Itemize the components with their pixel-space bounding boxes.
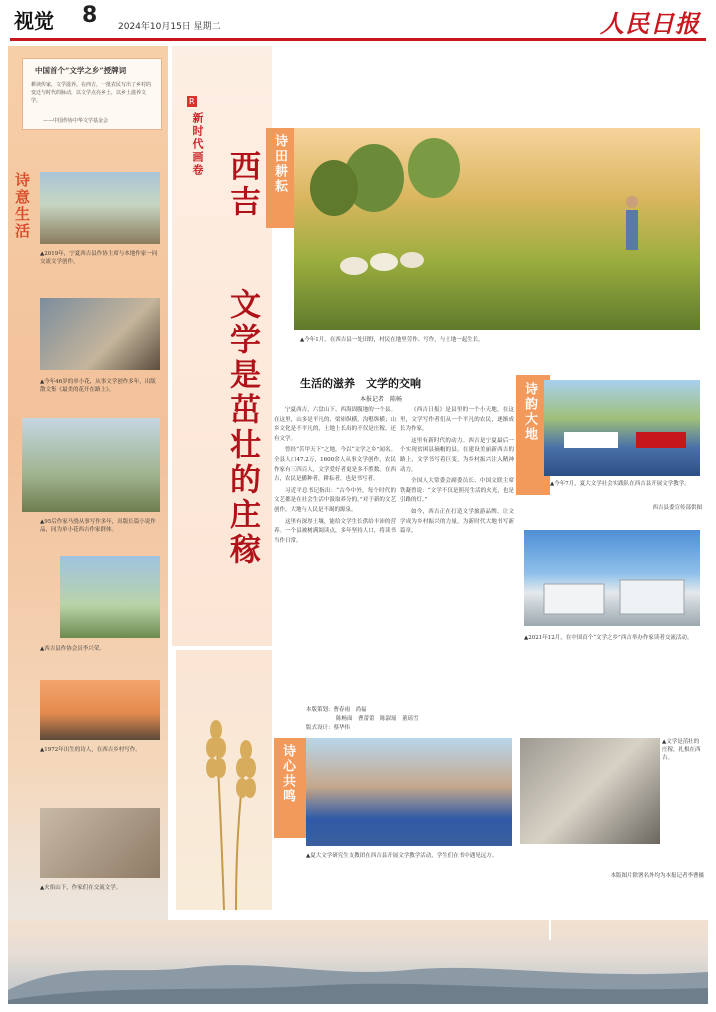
para-3: 习近平总书记指出：“古今中外，每个时代的文艺都是在社会生活中汲取养分的。”对于新的文艺创作，大地与人民是不竭的源泉。: [274, 487, 396, 513]
caption-5: ▲1972年出生的诗人，在西吉乡村写作。: [40, 747, 141, 753]
caption-7: ▲今年7月，夏大文学社会实践队在西吉县开展文学教学。: [550, 481, 690, 487]
main-photo-fields: [294, 128, 700, 330]
page-number: 8: [82, 3, 98, 28]
bottom-landscape: [8, 920, 708, 1004]
credits-editors: 陈畅面 曹蕾蕾 陈淑瑶 董瑶雪: [336, 716, 419, 722]
article-byline: 本报记者 陈畅: [360, 396, 403, 403]
para-4: 这里有深厚土壤，能给文学生长供给丰沛的营养。一个县被树满阅读点，多年坚持人口，将读书当作日常。: [274, 518, 396, 544]
photo-group-students: [306, 738, 512, 846]
photo-wheelchair-writer: [22, 418, 160, 512]
quote-box: [22, 58, 162, 130]
issue-date: 2024年10月15日 星期二: [118, 22, 221, 32]
main-photo-caption: ▲今年1月，在西吉县一处田野，村民在地里劳作、写作，与土地一起生长。: [300, 337, 484, 343]
photo-readers-reading: [520, 738, 660, 844]
footer-credit: 本版图片除署名外均为本报记者李曹摄: [610, 873, 704, 879]
para-6: 这里有新时代的动力。西吉是宁夏最后一个实现贫困县摘帽的县，在建设美丽新西吉的路上，文学书写着巨变，为乡村振兴注入精神动力。: [400, 437, 514, 473]
label-poetic-land: 诗韵大地: [522, 382, 537, 442]
caption-9: ▲夏大文学研究生支教团在西吉县开展文学教学活动，学生们在书中遇见远方。: [306, 853, 498, 859]
masthead-rule: [10, 38, 706, 41]
photo-woman-writing: [40, 298, 160, 370]
photo-farmer-field: [60, 556, 160, 638]
quote-signature: ——中国作协中华文学基金会: [43, 118, 109, 124]
photo-writer-at-desk: [40, 172, 160, 244]
caption-3: ▲95后作家马骁从事写作多年，出版长篇小说作品，同为单小花西吉作家群体。: [40, 519, 156, 533]
quote-title: 中国首个“文学之乡”授牌词: [35, 66, 127, 75]
newspaper-logo: 人民日报: [600, 9, 700, 38]
caption-10: ▲文学是茁壮的庄稼，扎根在西吉。: [662, 739, 701, 761]
photo-sunset-field: [40, 680, 160, 740]
quote-text: 耕读传家，文学滋养。在西吉，一批农民写出了乡村的变迁与时代的脉动，以文学点亮乡土，以乡土滋养文学。: [31, 82, 152, 104]
credits-planning: 本版策划：曹春雨 尚福: [306, 707, 367, 713]
caption-1: ▲2019年，宁夏西吉县作协主席与本地作家一同交流文学创作。: [40, 251, 158, 265]
para-7: 全国人大常委会副委员长、中国文联主席铁凝曾说：“文学不仅是照亮生活的火光，也是引路的灯。”: [400, 478, 514, 504]
column-tag-name: 新时代画卷: [191, 112, 204, 177]
photo-credit: 西吉县委宣传部供图: [652, 505, 702, 511]
photo-modern-building: [524, 530, 700, 626]
label-poetic-life: 诗意生活: [13, 172, 31, 240]
credits: [306, 706, 506, 733]
article-title: 生活的滋养 文学的交响: [300, 377, 421, 390]
masthead: [0, 0, 716, 40]
caption-8: ▲2021年12月，在中国首个“文学之乡”西吉举办作家读者交流活动。: [524, 635, 693, 641]
article-column-1: [274, 406, 396, 706]
column-tag-r: R: [189, 97, 195, 106]
photo-man-in-cap: [40, 808, 160, 878]
para-1: 宁夏西吉，六盘山下、西海固腹地的一个县。在这里，山多是平凡的、梁峁纵横，沟壑纵横；山乡文化是不平凡的，土地上长出的不仅是庄稼，还有文学。: [274, 407, 396, 442]
caption-6: ▲火焰山下，作家们在交流文学。: [40, 885, 122, 891]
para-5: 《西吉日报》是县里的一个小天地，在这里，文学写作者们从一个平凡的农民，逐渐成长为作家。: [400, 407, 514, 433]
photo-students-banner: [544, 380, 700, 476]
caption-2: ▲今年46岁的单小花，从事文学创作多年，出版散文集《最美的花开在路上》。: [40, 379, 156, 393]
article-column-2: [400, 406, 514, 706]
credits-design: 版式设计：蔡华伟: [306, 725, 351, 731]
para-8: 如今，西吉正在打造文学旅游品牌，让文学成为乡村振兴的力量，为新时代大地书写新篇章。: [400, 508, 514, 535]
headline-line1: 西吉: [224, 150, 260, 220]
section-name: 视觉: [14, 9, 54, 33]
headline-line2: 文学是茁壮的庄稼: [224, 288, 260, 568]
wheat-panel: [176, 650, 272, 910]
label-poetic-heart: 诗心共鸣: [280, 744, 295, 804]
label-poetic-fields: 诗田耕耘: [272, 134, 287, 194]
caption-4: ▲西吉县作协会员李兴荣。: [40, 646, 105, 652]
para-2: 曾经“苦甲天下”之地，今以“文学之乡”闻名。全县人口47.2万，1600余人从事文学创作，农民作家有三四百人，文学爱好者更是多不胜数。在西吉，农民是播种者，耕耘者，也是书写者。: [274, 447, 396, 483]
wind-turbine-icon: [535, 880, 565, 940]
